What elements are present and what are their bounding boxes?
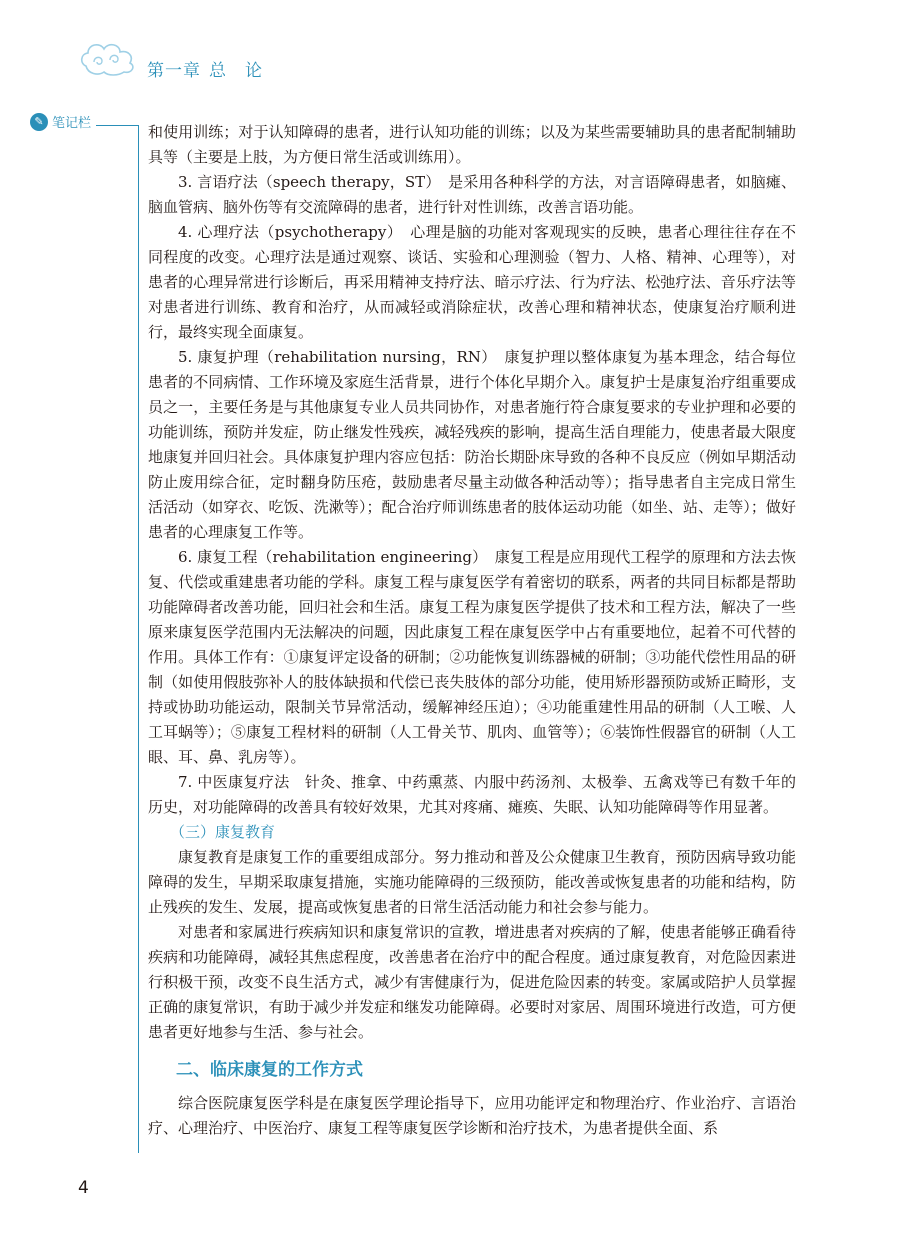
paragraph-rehab-engineering: 6. 康复工程（rehabilitation engineering） 康复工程是应用现代工程学的原理和方法去恢复、代偿或重建患者功能的学科。康复工程与康复医学有着密切的联系，两者的共同目标都是帮助功能障碍者改善功能，回归社会和生活。康复工程为康复医学提供了技术和工程方法，解决了一些原来康复医学范围内无法解决的问题，因此康复工程在康复医学中占有重要地位，起着不可代替的作用。具体工作有：①康复评定设备的研制；②功能恢复训练器械的研制；③功能代偿性用品的研制（如使用假肢弥补人的肢体缺损和代偿已丧失肢体的部分功能，使用矫形器预防或矫正畸形，支持或协助功能运动，限制关节异常活动，缓解神经压迫）；④功能重建性用品的研制（人工喉、人工耳蜗等）；⑤康复工程材料的研制（人工骨关节、肌肉、血管等）；⑥装饰性假器官的研制（人工眼、耳、鼻、乳房等）。	[148, 548, 796, 766]
notes-label: 笔记栏	[52, 116, 92, 131]
paragraph-continuation: 和使用训练；对于认知障碍的患者，进行认知功能的训练；以及为某些需要辅助具的患者配制辅助具等（主要是上肢，为方便日常生活或训练用）。	[148, 123, 796, 166]
subsection-heading: （三）康复教育	[170, 823, 276, 841]
notes-column-rule	[138, 125, 139, 1153]
paragraph-psychotherapy: 4. 心理疗法（psychotherapy） 心理是脑的功能对客观现实的反映，患者心理往往存在不同程度的改变。心理疗法是通过观察、谈话、实验和心理测验（智力、人格、精神、心理等），对患者的心理异常进行诊断后，再采用精神支持疗法、暗示疗法、行为疗法、松弛疗法、音乐疗法等对患者进行训练、教育和治疗，从而减轻或消除症状，改善心理和精神状态，使康复治疗顺利进行，最终实现全面康复。	[148, 223, 796, 341]
paragraph-rehab-nursing: 5. 康复护理（rehabilitation nursing，RN） 康复护理以整体康复为基本理念，结合每位患者的不同病情、工作环境及家庭生活背景，进行个体化早期介入。康复护士是康复治疗组重要成员之一，主要任务是与其他康复专业人员共同协作，对患者施行符合康复要求的专业护理和必要的功能训练，预防并发症，防止继发性残疾，减轻残疾的影响，提高生活自理能力，使患者最大限度地康复并回归社会。具体康复护理内容应包括：防治长期卧床导致的各种不良反应（例如早期活动防止废用综合征，定时翻身防压疮，鼓励患者尽量主动做各种活动等）；指导患者自主完成日常生活活动（如穿衣、吃饭、洗漱等）；配合治疗师训练患者的肢体运动功能（如坐、站、走等）；做好患者的心理康复工作等。	[148, 348, 796, 541]
section-heading: 二、临床康复的工作方式	[176, 1060, 363, 1080]
cloud-ornament-icon	[78, 36, 140, 82]
paragraph-work-mode: 综合医院康复医学科是在康复医学理论指导下，应用功能评定和物理治疗、作业治疗、言语治疗、心理治疗、中医治疗、康复工程等康复医学诊断和治疗技术，为患者提供全面、系	[148, 1094, 796, 1137]
page-number: 4	[78, 1178, 89, 1198]
pencil-note-icon: ✎	[30, 113, 48, 131]
paragraph-tcm-therapy: 7. 中医康复疗法 针灸、推拿、中药熏蒸、内服中药汤剂、太极拳、五禽戏等已有数千年的历史，对功能障碍的改善具有较好效果，尤其对疼痛、瘫痪、失眠、认知功能障碍等作用显著。	[148, 773, 796, 816]
paragraph-rehab-education-1: 康复教育是康复工作的重要组成部分。努力推动和普及公众健康卫生教育，预防因病导致功能障碍的发生，早期采取康复措施，实施功能障碍的三级预防，能改善或恢复患者的功能和结构，防止残疾的发生、发展，提高或恢复患者的日常生活活动能力和社会参与能力。	[148, 848, 796, 916]
page-header	[0, 0, 900, 100]
paragraph-rehab-education-2: 对患者和家属进行疾病知识和康复常识的宣教，增进患者对疾病的了解，使患者能够正确看待疾病和功能障碍，减轻其焦虑程度，改善患者在治疗中的配合程度。通过康复教育，对危险因素进行积极干预，改变不良生活方式，减少有害健康行为，促进危险因素的转变。家属或陪护人员掌握正确的康复常识，有助于减少并发症和继发功能障碍。必要时对家居、周围环境进行改造，可方便患者更好地参与生活、参与社会。	[148, 923, 796, 1041]
chapter-title	[147, 56, 263, 81]
chapter-name: 总 论	[209, 61, 263, 81]
chapter-label: 第一章	[147, 61, 201, 81]
page-body	[148, 120, 796, 1141]
notes-column-label	[30, 112, 91, 131]
notes-divider	[96, 125, 138, 126]
paragraph-speech-therapy: 3. 言语疗法（speech therapy，ST） 是采用各种科学的方法，对言语障碍患者，如脑瘫、脑血管病、脑外伤等有交流障碍的患者，进行针对性训练，改善言语功能。	[148, 173, 796, 216]
